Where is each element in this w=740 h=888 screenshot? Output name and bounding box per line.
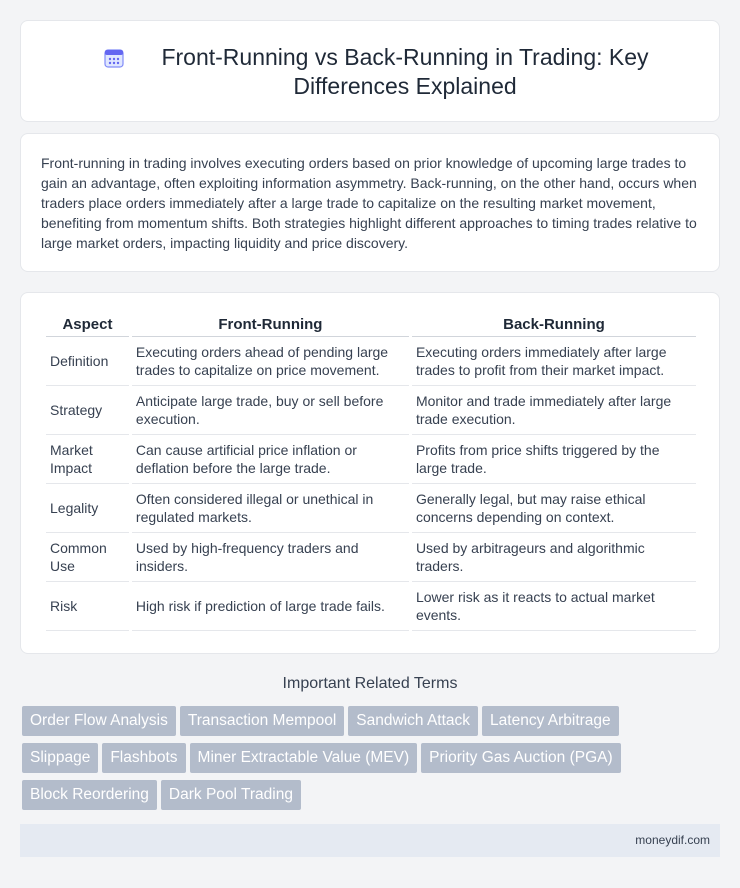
table-row <box>46 386 696 435</box>
footer <box>20 824 720 857</box>
table-row <box>46 435 696 484</box>
table-row <box>46 582 696 631</box>
related-terms-heading: Important Related Terms <box>282 675 458 692</box>
related-term-tag[interactable]: Dark Pool Trading <box>161 780 301 810</box>
column-header-front-running: Front-Running <box>132 315 409 337</box>
front-running-cell: Can cause artificial price inflation or deflation before the large trade. <box>132 435 409 484</box>
title-card <box>20 20 720 122</box>
aspect-cell: Strategy <box>46 386 129 435</box>
aspect-cell: Definition <box>46 337 129 386</box>
aspect-cell: Market Impact <box>46 435 129 484</box>
back-running-cell: Lower risk as it reacts to actual market events. <box>412 582 696 631</box>
table-row <box>46 533 696 582</box>
aspect-cell: Legality <box>46 484 129 533</box>
back-running-cell: Monitor and trade immediately after large trade execution. <box>412 386 696 435</box>
front-running-cell: Often considered illegal or unethical in regulated markets. <box>132 484 409 533</box>
page-title: Front-Running vs Back-Running in Trading: Key Differences Explained <box>161 44 649 99</box>
back-running-cell: Used by arbitrageurs and algorithmic traders. <box>412 533 696 582</box>
related-term-tag[interactable]: Slippage <box>22 743 98 773</box>
related-term-tag[interactable]: Transaction Mempool <box>180 706 344 736</box>
back-running-cell: Profits from price shifts triggered by the large trade. <box>412 435 696 484</box>
comparison-table-card <box>20 292 720 654</box>
calendar-icon <box>103 47 125 69</box>
aspect-cell: Risk <box>46 582 129 631</box>
related-term-tag[interactable]: Latency Arbitrage <box>482 706 619 736</box>
related-term-tag[interactable]: Miner Extractable Value (MEV) <box>190 743 418 773</box>
front-running-cell: High risk if prediction of large trade fails. <box>132 582 409 631</box>
related-terms-list <box>22 706 722 817</box>
comparison-table <box>43 315 699 631</box>
related-term-tag[interactable]: Sandwich Attack <box>348 706 478 736</box>
column-header-aspect: Aspect <box>46 315 129 337</box>
related-term-tag[interactable]: Order Flow Analysis <box>22 706 176 736</box>
related-term-tag[interactable]: Flashbots <box>102 743 185 773</box>
aspect-cell: Common Use <box>46 533 129 582</box>
table-row <box>46 484 696 533</box>
back-running-cell: Executing orders immediately after large trades to profit from their market impact. <box>412 337 696 386</box>
back-running-cell: Generally legal, but may raise ethical concerns depending on context. <box>412 484 696 533</box>
column-header-back-running: Back-Running <box>412 315 696 337</box>
related-term-tag[interactable]: Block Reordering <box>22 780 157 810</box>
front-running-cell: Anticipate large trade, buy or sell before execution. <box>132 386 409 435</box>
table-header-row <box>46 315 696 337</box>
front-running-cell: Used by high-frequency traders and insiders. <box>132 533 409 582</box>
table-row <box>46 337 696 386</box>
front-running-cell: Executing orders ahead of pending large trades to capitalize on price movement. <box>132 337 409 386</box>
intro-paragraph: Front-running in trading involves executing orders based on prior knowledge of upcoming large trades to gain an advantage, often exploiting information asymmetry. Back-running, on the other hand, occurs when traders place orders immediately after a large trade to capitalize on the resulting market movement, benefiting from momentum shifts. Both strategies highlight different approaches to timing trades relative to large market orders, impacting liquidity and price discovery. <box>41 155 697 251</box>
footer-site[interactable]: moneydif.com <box>635 833 710 847</box>
related-term-tag[interactable]: Priority Gas Auction (PGA) <box>421 743 620 773</box>
intro-card <box>20 133 720 272</box>
